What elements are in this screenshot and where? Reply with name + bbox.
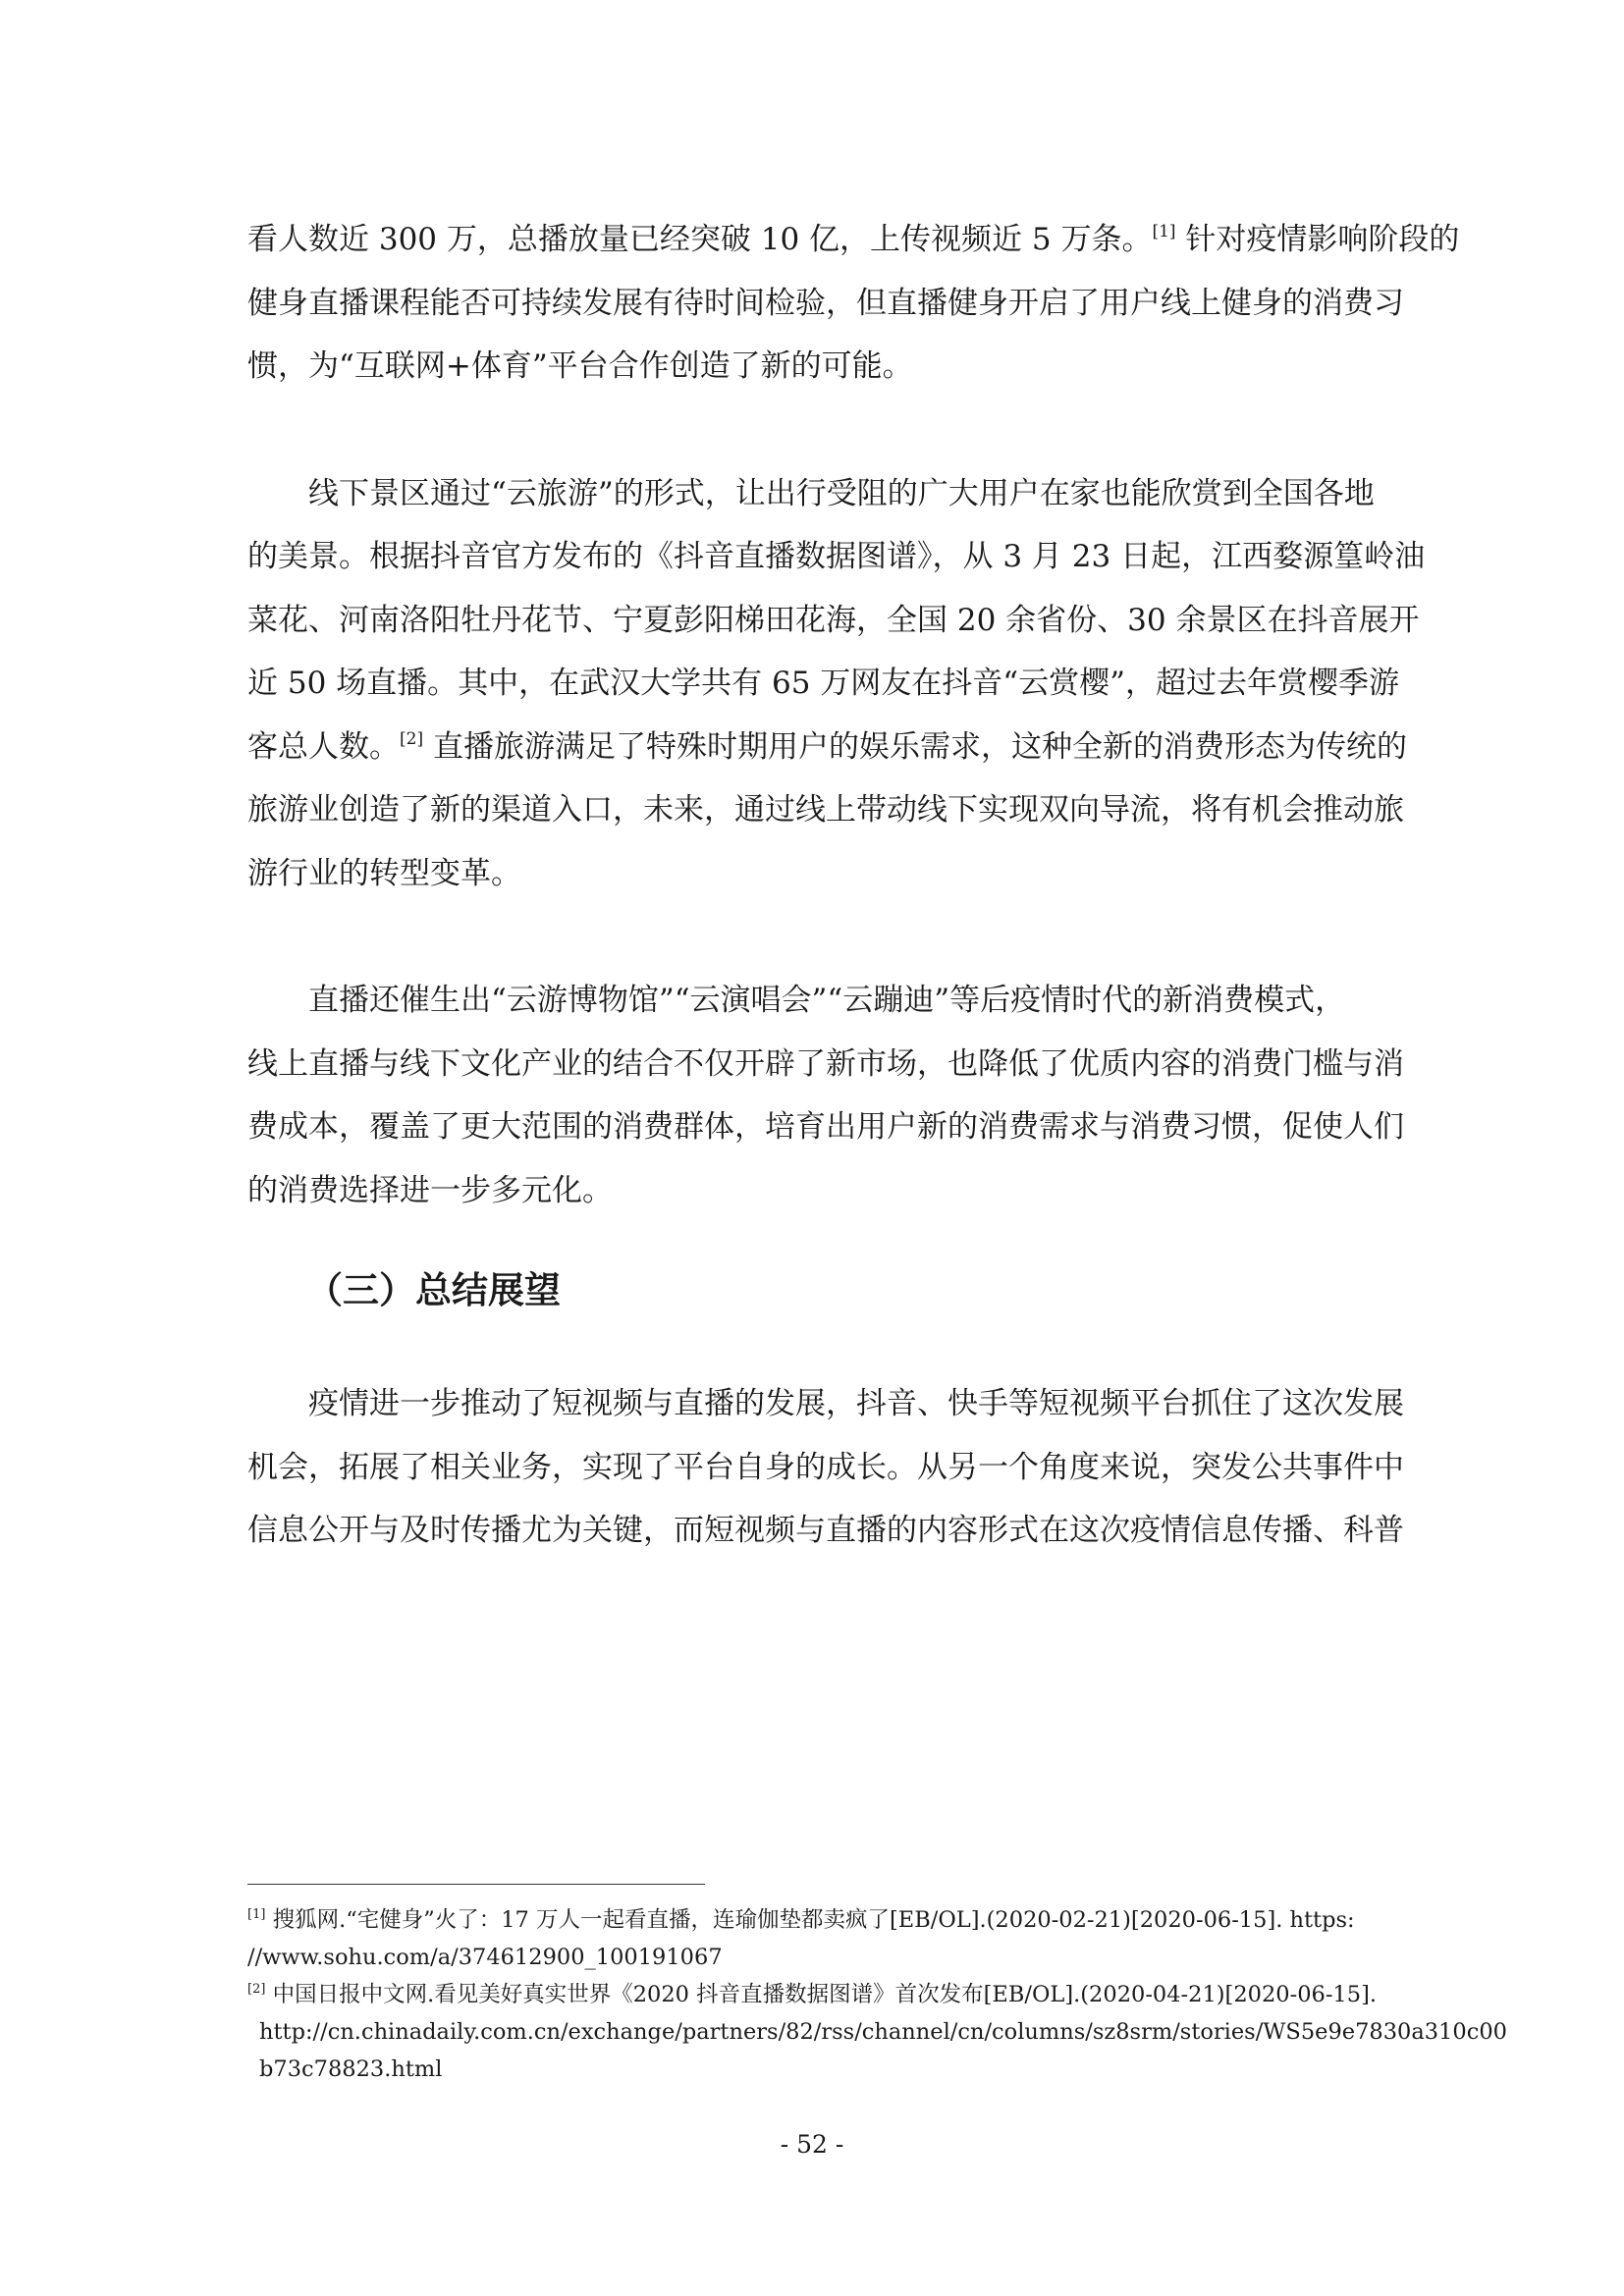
text-line: 客总人数。[2] 直播旅游满足了特殊时期用户的娱乐需求，这种全新的消费形态为传统的 (247, 728, 1407, 765)
text-line: 直播还催生出“云游博物馆”“云演唱会”“云蹦迪”等后疫情时代的新消费模式， (308, 983, 1346, 1018)
text-line: 费成本，覆盖了更大范围的消费群体，培育出用户新的消费需求与消费习惯，促使人们 (247, 1109, 1404, 1145)
text-line: 机会，拓展了相关业务，实现了平台自身的成长。从另一个角度来说，突发公共事件中 (247, 1449, 1404, 1485)
paragraph-summary (247, 1372, 1404, 1563)
text-line: 近 50 场直播。其中，在武汉大学共有 65 万网友在抖音“云赏樱”，超过去年赏樱季游 (247, 666, 1400, 701)
text-line: 惯，为“互联网+体育”平台合作创造了新的可能。 (247, 348, 913, 384)
text-line: 健身直播课程能否可持续发展有待时间检验，但直播健身开启了用户线上健身的消费习 (247, 285, 1404, 321)
text-line: 游行业的转型变革。 (247, 855, 521, 891)
paragraph-fitness-livestream (247, 208, 1460, 399)
text-line: 疫情进一步推动了短视频与直播的发展，抖音、快手等短视频平台抓住了这次发展 (308, 1386, 1404, 1421)
footnotes (247, 1901, 1507, 2088)
line-text: 看人数近 300 万，总播放量已经突破 10 亿，上传视频近 5 万条。[1] 针对疫情影响阶段的 (247, 222, 1460, 257)
footnote-text: 中国日报中文网.看见美好真实世界《2020 抖音直播数据图谱》首次发布[EB/OL].(2020-04-21)[2020-06-15]. (272, 1982, 1377, 2007)
paragraph-new-consumption (247, 969, 1404, 1222)
footnote-2-line: http://cn.chinadaily.com.cn/exchange/partners/82/rss/channel/cn/columns/sz8srm/stories/WS5e9e7830a310c00 (259, 2019, 1507, 2045)
footnote-divider (247, 1884, 705, 1885)
paragraph-cloud-tourism (247, 462, 1426, 906)
text-line: 旅游业创造了新的渠道入口，未来，通过线上带动线下实现双向导流，将有机会推动旅 (247, 792, 1404, 828)
citation-mark: [1] (1152, 222, 1176, 241)
section-heading: （三）总结展望 (306, 1269, 561, 1311)
text-line (247, 208, 1460, 272)
text-line: 信息公开与及时传播尤为关键，而短视频与直播的内容形式在这次疫情信息传播、科普 (247, 1513, 1404, 1548)
footnote-text: 搜狐网.“宅健身”火了：17 万人一起看直播，连瑜伽垫都卖疯了[EB/OL].(2020-02-21)[2020-06-15]. https: (272, 1907, 1355, 1933)
footnote-1-line (247, 1901, 1386, 1939)
footnote-2-line (247, 1976, 1386, 2013)
text-line: 的消费选择进一步多元化。 (247, 1172, 613, 1208)
footnote-2-line: b73c78823.html (259, 2056, 443, 2082)
text-line: 的美景。根据抖音官方发布的《抖音直播数据图谱》，从 3 月 23 日起，江西婺源篁岭油 (247, 539, 1426, 574)
footnote-mark: [1] (247, 1907, 266, 1922)
text-line: 线上直播与线下文化产业的结合不仅开辟了新市场，也降低了优质内容的消费门槛与消 (247, 1045, 1404, 1082)
citation-mark: [2] (400, 728, 424, 749)
text-line: 菜花、河南洛阳牡丹花节、宁夏彭阳梯田花海，全国 20 余省份、30 余景区在抖音展开 (247, 602, 1420, 638)
footnote-1-line: //www.sohu.com/a/374612900_100191067 (247, 1945, 723, 1970)
page-number: - 52 - (780, 2130, 844, 2159)
text-line: 线下景区通过“云旅游”的形式，让出行受阻的广大用户在家也能欣赏到全国各地 (308, 475, 1375, 511)
footnote-mark: [2] (247, 1982, 266, 1997)
body-text (247, 208, 1460, 1563)
